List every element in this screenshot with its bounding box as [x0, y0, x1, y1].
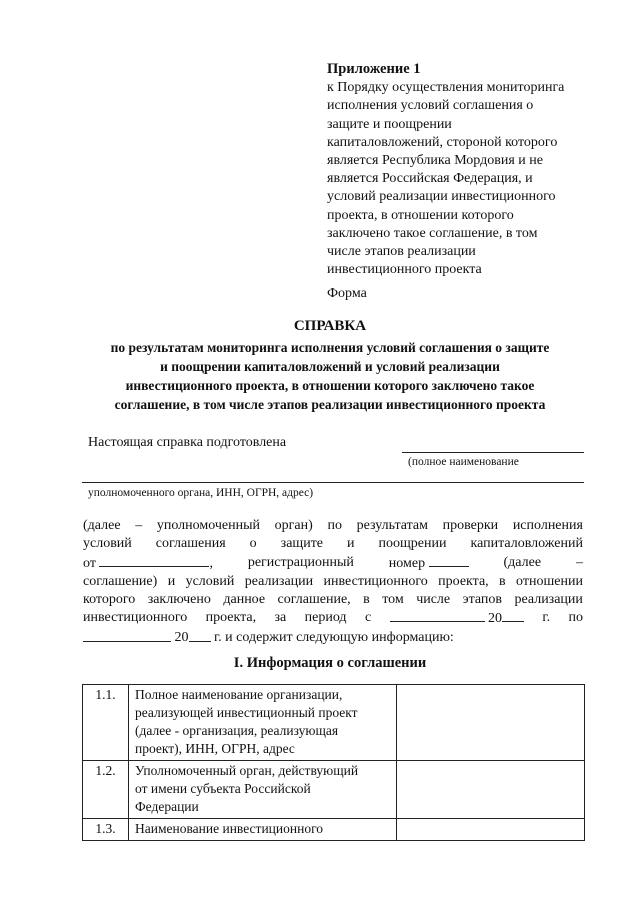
row-value-cell[interactable]	[397, 819, 585, 841]
word: ,	[209, 555, 213, 571]
subtitle-line: и поощрении капиталовложений и условий реализации	[160, 359, 500, 374]
word: уполномоченный	[156, 518, 261, 533]
word: 20	[174, 629, 189, 645]
row-value-cell[interactable]	[397, 761, 585, 819]
description-line: от имени субъекта Российской	[135, 781, 311, 796]
document-subtitle	[60, 338, 600, 414]
appendix-line: инвестиционного проекта	[327, 262, 482, 278]
form-label: Форма	[327, 286, 367, 301]
word: номер	[388, 555, 426, 571]
word: г. и содержит следующую информацию:	[214, 629, 454, 645]
row-description	[129, 761, 397, 819]
appendix-line: является Российская Федерация, и	[327, 171, 533, 187]
word: от	[83, 555, 96, 571]
word: регистрационный	[247, 554, 354, 570]
period-start-year-blank	[502, 609, 524, 622]
description-line: Федерации	[135, 799, 199, 814]
period-end-blank	[83, 629, 171, 642]
word: поощрении	[378, 536, 447, 552]
word: (далее	[83, 518, 121, 533]
prepared-hint-2: уполномоченного органа, ИНН, ОГРН, адрес)	[88, 487, 314, 499]
word: о	[249, 536, 257, 552]
word: числе	[416, 592, 451, 608]
word: этапов	[462, 592, 503, 608]
appendix-line: капиталовложений, стороной которого	[327, 134, 558, 150]
word: капиталовложений	[470, 536, 583, 552]
word: проекта,	[205, 610, 257, 626]
word: результатам	[356, 518, 428, 533]
word: том	[382, 592, 404, 608]
word: 20	[488, 611, 503, 627]
word: защите	[280, 536, 324, 552]
word: проверки	[442, 518, 499, 533]
body-line-5	[83, 591, 583, 609]
word: условий	[83, 536, 132, 552]
word: реализации	[514, 592, 583, 608]
word: по	[568, 610, 583, 626]
subtitle-line: по результатам мониторинга исполнения условий соглашения о защите	[110, 340, 550, 355]
row-number: 1.1.	[83, 685, 129, 761]
word: орган)	[274, 518, 313, 533]
word: реализации	[244, 573, 314, 589]
table-row	[83, 819, 585, 841]
appendix-line: защите и поощрении	[327, 116, 452, 132]
appendix-line: проекта, в отношении которого	[327, 207, 514, 223]
description-line: (далее - организация, реализующая	[135, 723, 339, 738]
word: заключено	[147, 592, 211, 608]
appendix-line: к Порядку осуществления мониторинга	[327, 80, 565, 96]
word: –	[135, 518, 143, 533]
subtitle-line: соглашение, в том числе этапов реализации инвестиционного проекта	[114, 397, 546, 412]
appendix-block	[327, 60, 597, 279]
word: и	[167, 573, 176, 589]
section-title: I. Информация о соглашении	[233, 655, 427, 671]
word: с	[364, 610, 372, 626]
prepared-label: Настоящая справка подготовлена	[88, 435, 287, 450]
word: которого	[83, 592, 136, 608]
description-line: Полное наименование организации,	[135, 687, 343, 702]
registration-number-blank	[429, 554, 469, 567]
word: период	[304, 610, 347, 626]
word: исполнения	[512, 518, 583, 533]
word: (далее	[503, 554, 542, 570]
date-from-group	[83, 554, 213, 573]
description-line: Наименование инвестиционного	[135, 821, 324, 836]
appendix-line: заключено такое соглашение, в том	[327, 225, 538, 241]
body-paragraph	[83, 517, 583, 647]
prepared-blank-line	[402, 452, 584, 453]
period-end-year-blank	[189, 629, 211, 642]
prepared-blank-line-2	[82, 482, 584, 483]
word: инвестиционного	[323, 573, 428, 589]
word: по	[327, 518, 342, 533]
period-start-group	[390, 609, 525, 628]
word: инвестиционного	[83, 610, 188, 626]
description-line: Уполномоченный орган, действующий	[135, 763, 359, 778]
row-description	[129, 685, 397, 761]
period-start-blank	[390, 609, 485, 622]
document-title: СПРАВКА	[293, 318, 367, 334]
body-line-4	[83, 573, 583, 591]
appendix-text	[327, 79, 597, 279]
appendix-line: числе этапов реализации	[327, 244, 476, 260]
table-row	[83, 685, 585, 761]
word: в	[499, 573, 506, 589]
body-line-6	[83, 609, 583, 628]
word: условий	[185, 573, 235, 589]
word: –	[575, 554, 583, 570]
number-group	[389, 554, 469, 573]
agreement-date-blank	[99, 554, 209, 567]
word: за	[274, 610, 287, 626]
word: проекта,	[438, 573, 489, 589]
word: данное	[223, 592, 266, 608]
word: соглашения	[155, 536, 226, 552]
body-line-3	[83, 554, 583, 573]
word: соглашение,	[277, 592, 351, 608]
word: отношении	[516, 573, 583, 589]
appendix-line: исполнения условий соглашения о	[327, 98, 534, 114]
word: соглашение)	[83, 573, 158, 589]
row-value-cell[interactable]	[397, 685, 585, 761]
appendix-title: Приложение 1	[327, 61, 421, 77]
word: г.	[542, 610, 551, 626]
description-line: реализующей инвестиционный проект	[135, 705, 358, 720]
row-number: 1.2.	[83, 761, 129, 819]
prepared-hint-1: (полное наименование	[408, 456, 519, 468]
word: и	[347, 536, 355, 552]
body-line-1	[83, 517, 583, 535]
body-line-7	[83, 629, 583, 647]
agreement-info-table	[82, 684, 585, 841]
row-description	[129, 819, 397, 841]
appendix-line: является Республика Мордовия и не	[327, 153, 543, 169]
description-line: проект), ИНН, ОГРН, адрес	[135, 741, 295, 756]
word: в	[363, 592, 370, 608]
table-row	[83, 761, 585, 819]
subtitle-line: инвестиционного проекта, в отношении которого заключено такое	[125, 378, 535, 393]
row-number: 1.3.	[83, 819, 129, 841]
body-line-2	[83, 535, 583, 553]
appendix-line: условий реализации инвестиционного	[327, 189, 556, 205]
